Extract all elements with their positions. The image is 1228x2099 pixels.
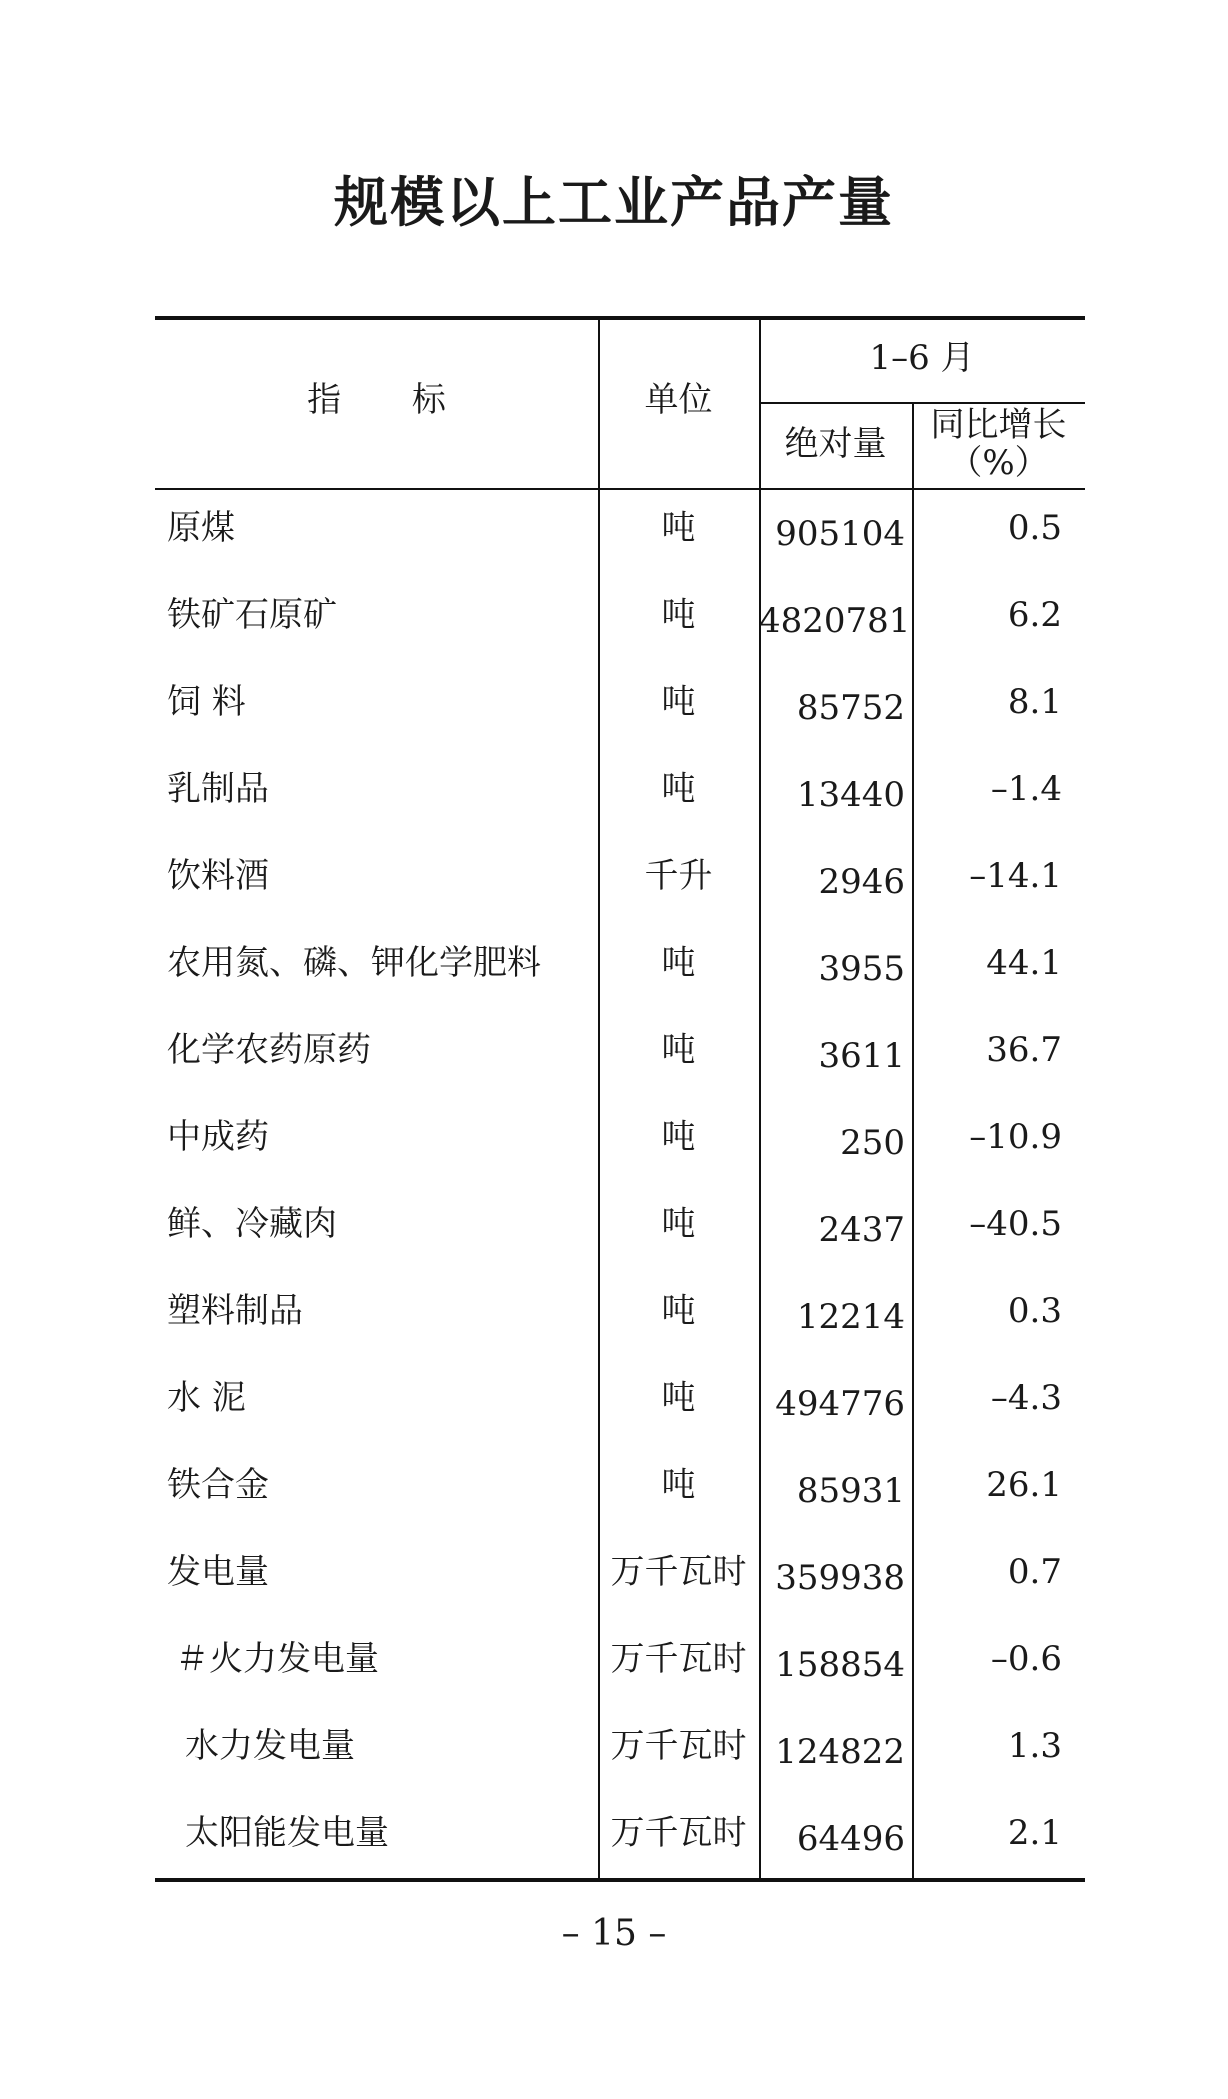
row-yoy: –14.1: [969, 856, 1062, 896]
row-absolute: 13440: [796, 775, 905, 815]
row-yoy: –40.5: [969, 1204, 1062, 1244]
row-yoy: 1.3: [1007, 1726, 1062, 1766]
row-yoy: 44.1: [986, 943, 1062, 983]
header-bottom-rule: [155, 488, 1085, 490]
table-row: [155, 682, 1085, 769]
row-absolute: 85931: [796, 1471, 905, 1511]
row-name: 水 泥: [167, 1378, 246, 1418]
row-unit: 吨: [661, 1465, 696, 1505]
row-unit: 万千瓦时: [610, 1639, 747, 1679]
header-unit: 单位: [644, 380, 713, 420]
row-unit: 千升: [644, 856, 713, 896]
row-absolute: 3611: [818, 1036, 905, 1076]
page-title: 规模以上工业产品产量: [334, 171, 894, 234]
row-name: 农用氮、磷、钾化学肥料: [167, 943, 541, 983]
row-yoy: 36.7: [986, 1030, 1062, 1070]
row-name: 中成药: [167, 1117, 269, 1157]
row-absolute: 494776: [775, 1384, 905, 1424]
row-yoy: 0.5: [1007, 508, 1062, 548]
row-yoy: 0.7: [1007, 1552, 1062, 1592]
row-absolute: 12214: [796, 1297, 905, 1337]
row-yoy: –10.9: [969, 1117, 1062, 1157]
table-top-rule: [155, 316, 1085, 320]
page-number: – 15 –: [561, 1913, 667, 1954]
header-period: 1–6 月: [869, 338, 975, 378]
row-name: 塑料制品: [167, 1291, 303, 1331]
row-name: 乳制品: [167, 769, 269, 809]
table-row: [155, 1465, 1085, 1552]
row-yoy: 26.1: [986, 1465, 1062, 1505]
production-table: [155, 316, 1085, 1880]
row-unit: 吨: [661, 1378, 696, 1418]
table-row: [155, 1639, 1085, 1726]
row-name: ＃火力发电量: [175, 1639, 379, 1679]
row-absolute: 64496: [796, 1819, 905, 1859]
row-unit: 吨: [661, 1204, 696, 1244]
row-unit: 吨: [661, 508, 696, 548]
row-absolute: 359938: [775, 1558, 905, 1598]
row-name: 原煤: [167, 508, 235, 548]
header-yoy-line2: （%）: [948, 443, 1049, 483]
row-name: 饲 料: [167, 682, 246, 722]
table-row: [155, 1813, 1085, 1900]
table-row: [155, 1378, 1085, 1465]
row-name: 铁合金: [167, 1465, 269, 1505]
table-row: [155, 769, 1085, 856]
table-row: [155, 1204, 1085, 1291]
row-unit: 吨: [661, 769, 696, 809]
row-name: 化学农药原药: [167, 1030, 371, 1070]
row-absolute: 905104: [775, 514, 905, 554]
row-name: 发电量: [167, 1552, 269, 1592]
row-name: 水力发电量: [185, 1726, 355, 1766]
row-absolute: 2437: [818, 1210, 905, 1250]
row-yoy: –4.3: [990, 1378, 1062, 1418]
row-unit: 万千瓦时: [610, 1552, 747, 1592]
table-row: [155, 1291, 1085, 1378]
row-yoy: 2.1: [1007, 1813, 1062, 1853]
table-row: [155, 856, 1085, 943]
row-absolute: 250: [840, 1123, 905, 1163]
row-unit: 万千瓦时: [610, 1726, 747, 1766]
row-yoy: –0.6: [990, 1639, 1062, 1679]
header-absolute: 绝对量: [784, 424, 887, 464]
row-unit: 吨: [661, 943, 696, 983]
header-yoy: [912, 406, 1085, 482]
header-yoy-line1: 同比增长: [930, 405, 1067, 445]
header-sub-rule: [759, 402, 1085, 404]
row-unit: 吨: [661, 682, 696, 722]
row-unit: 吨: [661, 1291, 696, 1331]
row-name: 饮料酒: [167, 856, 269, 896]
row-absolute: 85752: [796, 688, 905, 728]
row-name: 鲜、冷藏肉: [167, 1204, 337, 1244]
table-body: [155, 508, 1085, 1900]
row-absolute: 158854: [775, 1645, 905, 1685]
row-yoy: 6.2: [1007, 595, 1062, 635]
table-row: [155, 508, 1085, 595]
row-yoy: 8.1: [1007, 682, 1062, 722]
row-unit: 万千瓦时: [610, 1813, 747, 1853]
row-yoy: –1.4: [990, 769, 1062, 809]
row-name: 铁矿石原矿: [167, 595, 337, 635]
row-absolute: 124822: [775, 1732, 905, 1772]
row-absolute: 4820781: [759, 601, 911, 641]
row-name: 太阳能发电量: [185, 1813, 389, 1853]
row-absolute: 2946: [818, 862, 905, 902]
table-row: [155, 1552, 1085, 1639]
row-absolute: 3955: [818, 949, 905, 989]
table-row: [155, 943, 1085, 1030]
row-unit: 吨: [661, 1117, 696, 1157]
table-row: [155, 1030, 1085, 1117]
row-unit: 吨: [661, 1030, 696, 1070]
table-row: [155, 595, 1085, 682]
table-row: [155, 1117, 1085, 1204]
row-yoy: 0.3: [1007, 1291, 1062, 1331]
row-unit: 吨: [661, 595, 696, 635]
table-row: [155, 1726, 1085, 1813]
header-indicator: 指 标: [307, 380, 476, 420]
